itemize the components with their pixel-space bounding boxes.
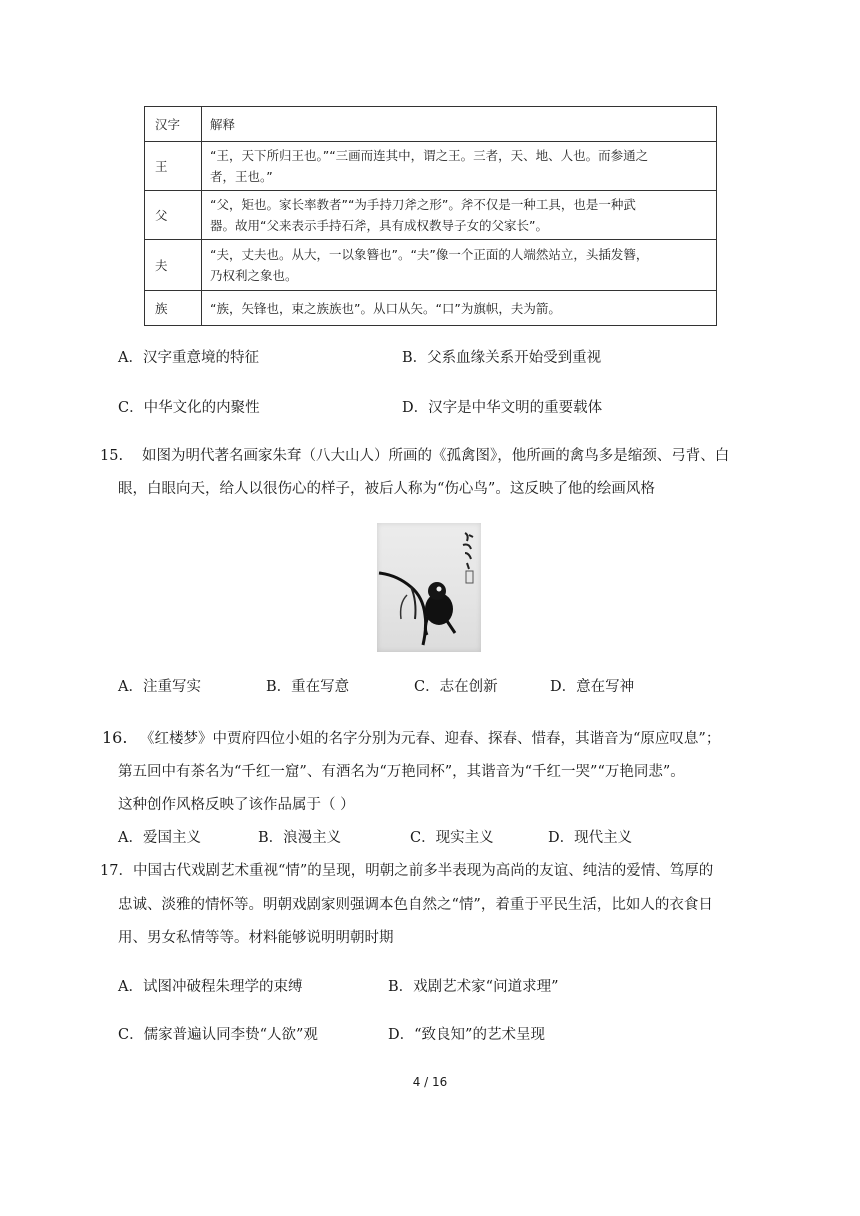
table-row — [145, 291, 717, 326]
table-header-cell: 解释 — [202, 107, 717, 142]
table-cell-char: 夫 — [145, 240, 202, 291]
q14-option-d: D．汉字是中华文明的重要载体 — [402, 400, 603, 416]
page-number: 4 / 16 — [412, 1075, 448, 1089]
table-row — [145, 191, 717, 240]
explanation-line: “夫，丈夫也。从大，一以象簪也”。“夫”像一个正面的人端然站立，头插发簪， — [210, 247, 649, 262]
table-cell-char: 族 — [145, 291, 202, 326]
table-header-row — [145, 107, 717, 142]
table-cell-char: 王 — [145, 142, 202, 191]
q14-option-c: C．中华文化的内聚性 — [118, 400, 260, 416]
bird-painting-image — [377, 523, 481, 652]
q15-option-a: A．注重写实 — [118, 679, 201, 695]
table-cell-char: 父 — [145, 191, 202, 240]
explanation-line: “父，矩也。家长率教者”“为手持刀斧之形”。斧不仅是一种工具，也是一种武 — [210, 197, 636, 212]
q17-option-d: D．“致良知”的艺术呈现 — [388, 1027, 545, 1043]
table-cell-explanation — [202, 191, 717, 240]
q17-option-c: C．儒家普遍认同李贽“人欲”观 — [118, 1027, 318, 1043]
q15-option-c: C．志在创新 — [414, 679, 498, 695]
table-row — [145, 240, 717, 291]
q14-option-a: A．汉字重意境的特征 — [118, 350, 259, 366]
q17-option-b: B．戏剧艺术家“问道求理” — [388, 979, 559, 995]
q17-stem-line: 忠诚、淡雅的情怀等。明朝戏剧家则强调本色自然之“情”，着重于平民生活，比如人的衣食日 — [118, 897, 713, 913]
table-cell-explanation — [202, 291, 717, 326]
table-cell-explanation — [202, 142, 717, 191]
q15-number: 15. — [100, 448, 124, 464]
q14-option-b: B．父系血缘关系开始受到重视 — [402, 350, 602, 366]
bird-painting-drawing — [377, 523, 481, 652]
q16-number: 16. — [102, 728, 128, 747]
explanation-line: 者，王也。” — [210, 169, 273, 184]
explanation-line: “王，天下所归王也。”“三画而连其中，谓之王。三者，天、地、人也。而参通之 — [210, 148, 649, 163]
explanation-line: 乃权利之象也。 — [210, 268, 298, 283]
q17-stem-line: 17．中国古代戏剧艺术重视“情”的呈现，明朝之前多半表现为高尚的友谊、纯洁的爱情、笃厚的 — [100, 863, 714, 879]
q17-option-a: A．试图冲破程朱理学的束缚 — [118, 979, 303, 995]
table-header-cell: 汉字 — [145, 107, 202, 142]
q16-option-a: A．爱国主义 — [118, 830, 201, 846]
table-cell-explanation — [202, 240, 717, 291]
q16-option-c: C．现实主义 — [410, 830, 494, 846]
explanation-line: 器。故用“父来表示手持石斧，具有成权教导子女的父家长”。 — [210, 218, 548, 233]
q17-stem-line: 用、男女私情等等。材料能够说明明朝时期 — [118, 930, 394, 946]
q15-option-d: D．意在写神 — [550, 679, 635, 695]
q16-option-b: B．浪漫主义 — [258, 830, 342, 846]
q15-option-b: B．重在写意 — [266, 679, 350, 695]
q16-stem-line: 第五回中有茶名为“千红一窟”、有酒名为“万艳同杯”，其谐音为“千红一哭”“万艳同悲”。 — [118, 764, 685, 780]
hanzi-table — [144, 106, 717, 326]
q16-stem-line: 这种创作风格反映了该作品属于（ ） — [118, 797, 355, 813]
explanation-line: “族，矢锋也，束之族族也”。从口从矢。“口”为旗帜，夫为箭。 — [210, 300, 561, 316]
table-row — [145, 142, 717, 191]
q16-option-d: D．现代主义 — [548, 830, 633, 846]
q15-stem-line: 如图为明代著名画家朱耷（八大山人）所画的《孤禽图》，他所画的禽鸟多是缩颈、弓背、白 — [142, 448, 730, 464]
q15-stem-line: 眼，白眼向天，给人以很伤心的样子，被后人称为“伤心鸟”。这反映了他的绘画风格 — [118, 481, 655, 497]
q16-stem-line: 《红楼梦》中贾府四位小姐的名字分别为元春、迎春、探春、惜春，其谐音为“原应叹息”； — [140, 731, 721, 747]
